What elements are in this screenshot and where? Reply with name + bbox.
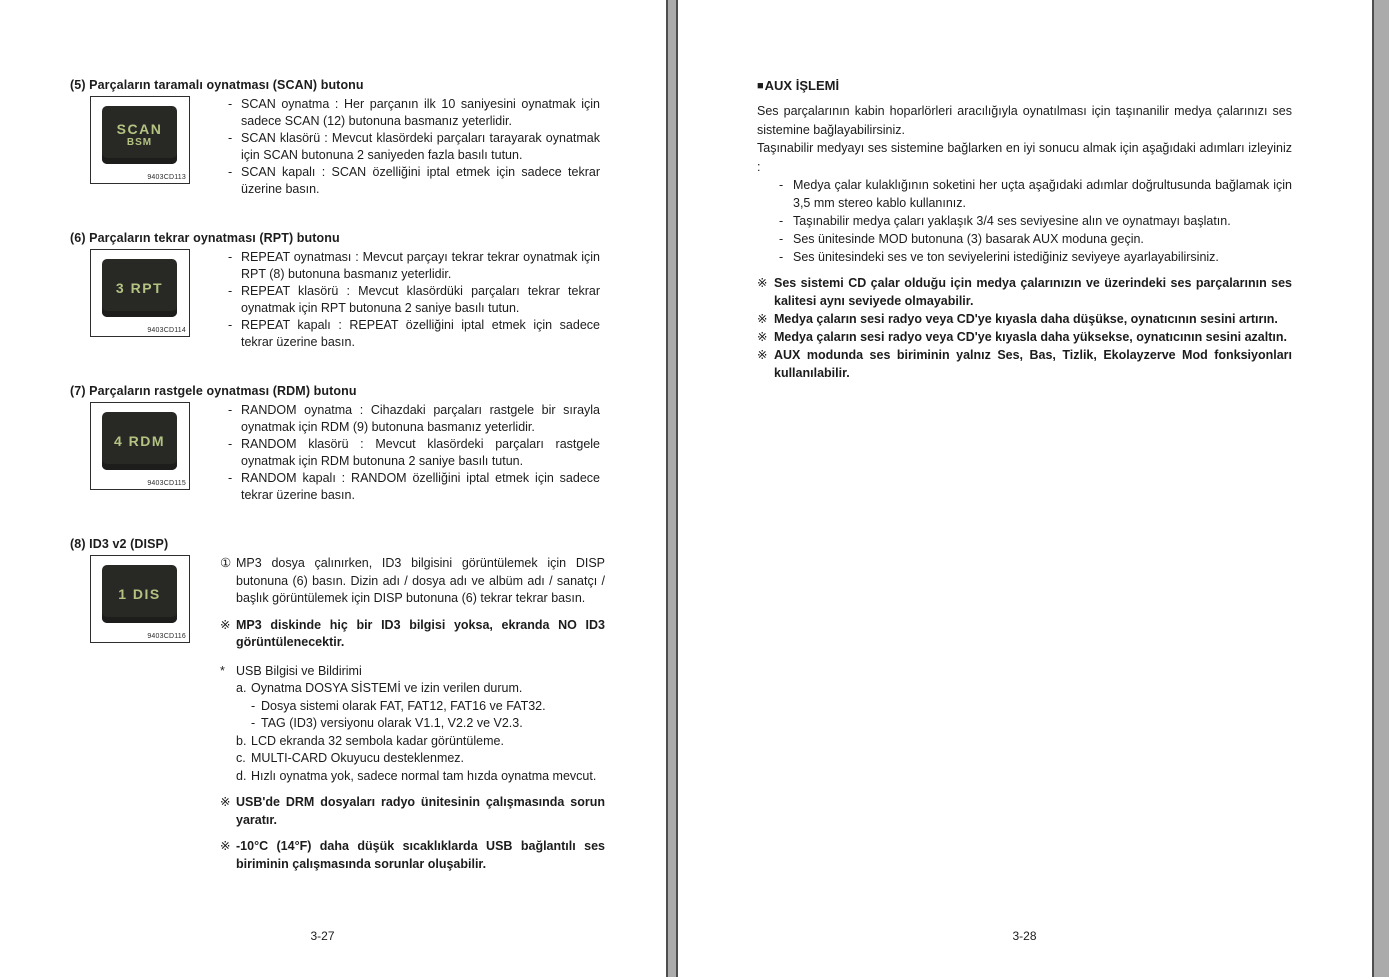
figure-caption: 9403CD113: [147, 174, 186, 181]
section-scan-heading: (5) Parçaların taramalı oynatması (SCAN) butonu: [70, 78, 364, 92]
list-item: [228, 164, 600, 198]
rdm-button-figure: [90, 402, 190, 490]
dis-button-figure: [90, 555, 190, 643]
dash-marker: -: [228, 284, 233, 298]
note-marker: ※: [757, 348, 768, 362]
list-item: [757, 328, 1292, 346]
list-item: [757, 310, 1292, 328]
note-marker: ※: [757, 276, 768, 290]
list-item: [251, 698, 605, 716]
item-label: b.: [236, 733, 247, 748]
bullet-text: RANDOM kapalı : RANDOM özelliğini iptal etmek için sadece tekrar üzerine basın.: [241, 471, 600, 502]
note-marker: ※: [757, 312, 768, 326]
dash-marker: -: [228, 318, 233, 332]
rdm-button-label: 4 RDM: [113, 432, 166, 449]
dash-marker: -: [228, 437, 233, 451]
bullet-text: REPEAT klasörü : Mevcut klasördüki parçaları tekrar tekrar oynatmak için RPT butonuna 2 saniye basılı tutun.: [241, 284, 600, 315]
page-gutter-divider: [666, 0, 678, 977]
list-item: [757, 274, 1292, 310]
dash-marker: -: [779, 214, 784, 228]
dash-marker: -: [228, 403, 233, 417]
rpt-button-image: [102, 259, 177, 317]
page-number-left: 3-27: [310, 929, 335, 943]
usb-title-line: [220, 663, 605, 681]
note-marker: ※: [220, 839, 231, 853]
usb-item-c: [236, 750, 605, 768]
bullet-text: SCAN klasörü : Mevcut klasördeki parçaları tarayarak oynatmak için SCAN butonuna 2 saniyeden fazla basılı tutun.: [241, 131, 600, 162]
figure-caption: 9403CD114: [147, 327, 186, 334]
bullet-text: RANDOM klasörü : Mevcut klasördeki parçaları rastgele oynatmak için RDM butonuna 2 saniye basılı tutun.: [241, 437, 600, 468]
section-rpt-heading: (6) Parçaların tekrar oynatması (RPT) butonu: [70, 231, 340, 245]
rdm-button-image: [102, 412, 177, 470]
dash-marker: -: [228, 97, 233, 111]
dash-marker: -: [779, 250, 784, 264]
list-item: [228, 249, 600, 283]
list-item: [779, 248, 1292, 266]
bullet-text: REPEAT kapalı : REPEAT özelliğini iptal etmek için sadece tekrar üzerine basın.: [241, 318, 600, 349]
bullet-text: SCAN kapalı : SCAN özelliğini iptal etmek için sadece tekrar üzerine basın.: [241, 165, 600, 196]
sub-item-text: TAG (ID3) versiyonu olarak V1.1, V2.2 ve V2.3.: [261, 716, 523, 730]
section-rpt: [70, 231, 615, 351]
usb-item-list: [236, 680, 605, 785]
usb-drm-note-text: USB'de DRM dosyaları radyo ünitesinin çalışmasında sorun yaratır.: [236, 795, 605, 827]
list-item: [228, 96, 600, 130]
item-label: a.: [236, 681, 247, 695]
section-scan: [70, 78, 615, 198]
bullet-text: RANDOM oynatma : Cihazdaki parçaları rastgele bir sırayla oynatmak için RDM (9) butonuna basmanız yeterlidir.: [241, 403, 600, 434]
usb-temperature-note-text: -10°C (14°F) daha düşük sıcaklıklarda USB bağlantılı ses biriminin çalışmasında sorunlar oluşabilir.: [236, 839, 605, 871]
scan-button-label: SCAN: [116, 121, 163, 138]
aux-heading-text: AUX İŞLEMİ: [764, 78, 840, 93]
page-left: [70, 78, 615, 906]
usb-title: USB Bilgisi ve Bildirimi: [236, 663, 362, 678]
dash-marker: -: [228, 131, 233, 145]
list-item: [779, 212, 1292, 230]
disp-step: [220, 555, 605, 608]
dash-marker: -: [779, 232, 784, 246]
note-marker: ※: [757, 330, 768, 344]
dash-marker: -: [228, 250, 233, 264]
note-text: Medya çaların sesi radyo veya CD'ye kıyasla daha yüksekse, oynatıcının sesini azaltın.: [774, 330, 1287, 344]
note-marker: ※: [220, 617, 231, 632]
aux-section-heading: [757, 78, 1292, 93]
square-bullet-icon: ■: [757, 79, 764, 92]
aux-paragraph-2: Taşınabilir medyayı ses sistemine bağlarken en iyi sonucu almak için aşağıdaki adımları izleyiniz :: [757, 141, 1292, 174]
scan-button-image: [102, 106, 177, 164]
aux-note-list: [757, 274, 1292, 382]
page-right: [757, 78, 1292, 382]
dash-marker: -: [228, 165, 233, 179]
list-item: [228, 130, 600, 164]
list-item: [757, 346, 1292, 382]
step-text: Ses ünitesinde MOD butonuna (3) basarak AUX moduna geçin.: [793, 232, 1144, 246]
aux-paragraph-1: Ses parçalarının kabin hoparlörleri aracılığıyla oynatılması için taşınanilir medya çalarınızı ses sistemine bağlayabilirsiniz.: [757, 104, 1292, 137]
section-disp-heading: (8) ID3 v2 (DISP): [70, 537, 169, 551]
disp-step-text: MP3 dosya çalınırken, ID3 bilgisini görüntülemek için DISP butonuna (6) basın. Dizin adı / dosya adı ve albüm adı / sanatçı / başlık görüntülemek için DISP butonuna (6) tekrar tekrar basın.: [236, 556, 605, 605]
note-text: Ses sistemi CD çalar olduğu için medya çalarınızın ve üzerindeki ses parçalarının ses kalitesi aynı seviyede olmayabilir.: [774, 276, 1292, 308]
dash-marker: -: [251, 698, 256, 713]
usb-drm-note: [220, 794, 605, 829]
rdm-bullet-list: [228, 402, 600, 504]
item-text: Oynatma DOSYA SİSTEMİ ve izin verilen durum.: [251, 681, 523, 695]
usb-info-block: [220, 663, 605, 786]
list-item: [779, 230, 1292, 248]
list-item: [228, 402, 600, 436]
dis-button-image: [102, 565, 177, 623]
usb-temperature-note: [220, 838, 605, 873]
item-label: c.: [236, 751, 246, 765]
figure-caption: 9403CD115: [147, 480, 186, 487]
list-item: [228, 283, 600, 317]
disp-text-column: [220, 555, 605, 873]
dis-button-label: 1 DIS: [118, 585, 161, 602]
dash-marker: -: [228, 471, 233, 485]
list-item: [779, 176, 1292, 212]
bullet-text: REPEAT oynatması : Mevcut parçayı tekrar tekrar oynatmak için RPT (8) butonuna basmanız yeterlidir.: [241, 250, 600, 281]
item-text: Hızlı oynatma yok, sadece normal tam hızda oynatma mevcut.: [251, 768, 597, 783]
id3-note: [220, 617, 605, 652]
rpt-button-label: 3 RPT: [115, 279, 164, 296]
step-text: Taşınabilir medya çaları yaklaşık 3/4 ses seviyesine alın ve oynatmayı başlatın.: [793, 214, 1231, 228]
list-item: [228, 436, 600, 470]
note-marker: ※: [220, 795, 231, 809]
id3-note-text: MP3 diskinde hiç bir ID3 bilgisi yoksa, ekranda NO ID3 görüntülenecektir.: [236, 617, 605, 649]
scan-button-figure: [90, 96, 190, 184]
bullet-text: SCAN oynatma : Her parçanın ilk 10 saniyesini oynatmak için sadece SCAN (12) butonuna basmanız yeterlidir.: [241, 97, 600, 128]
item-label: d.: [236, 768, 247, 783]
list-item: [228, 317, 600, 351]
section-rdm-heading: (7) Parçaların rastgele oynatması (RDM) butonu: [70, 384, 357, 398]
item-text: LCD ekranda 32 sembola kadar görüntüleme.: [251, 733, 504, 748]
usb-item-b: [236, 733, 605, 751]
list-item: [228, 470, 600, 504]
page-number-right: 3-28: [1012, 929, 1037, 943]
list-item: [251, 715, 605, 733]
right-edge-strip: [1372, 0, 1389, 977]
figure-caption: 9403CD116: [147, 633, 186, 640]
note-text: Medya çaların sesi radyo veya CD'ye kıyasla daha düşükse, oynatıcının sesini artırın.: [774, 312, 1278, 326]
dash-marker: -: [779, 178, 784, 192]
circled-one-marker: ①: [220, 556, 232, 570]
note-text: AUX modunda ses biriminin yalnız Ses, Bas, Tizlik, Ekolayzerve Mod fonksiyonları kullanılabilir.: [774, 348, 1292, 380]
scan-bullet-list: [228, 96, 600, 198]
section-rdm: [70, 384, 615, 504]
aux-step-list: [779, 176, 1292, 266]
dash-marker: -: [251, 716, 256, 730]
asterisk-marker: *: [220, 663, 225, 678]
item-text: MULTI-CARD Okuyucu desteklenmez.: [251, 751, 465, 765]
section-disp: [70, 537, 615, 873]
step-text: Ses ünitesindeki ses ve ton seviyelerini istediğiniz seviyeye ayarlayabilirsiniz.: [793, 250, 1219, 264]
step-text: Medya çalar kulaklığının soketini her uçta aşağıdaki adımlar doğrultusunda bağlamak için 3,5 mm stereo kablo kullanınız.: [793, 178, 1292, 210]
bsm-button-label: BSM: [126, 137, 153, 149]
rpt-bullet-list: [228, 249, 600, 351]
sub-item-text: Dosya sistemi olarak FAT, FAT12, FAT16 ve FAT32.: [261, 698, 546, 713]
rpt-button-figure: [90, 249, 190, 337]
usb-sub-list: [251, 698, 605, 733]
usb-item-d: [236, 768, 605, 786]
usb-item-a: [236, 680, 605, 698]
